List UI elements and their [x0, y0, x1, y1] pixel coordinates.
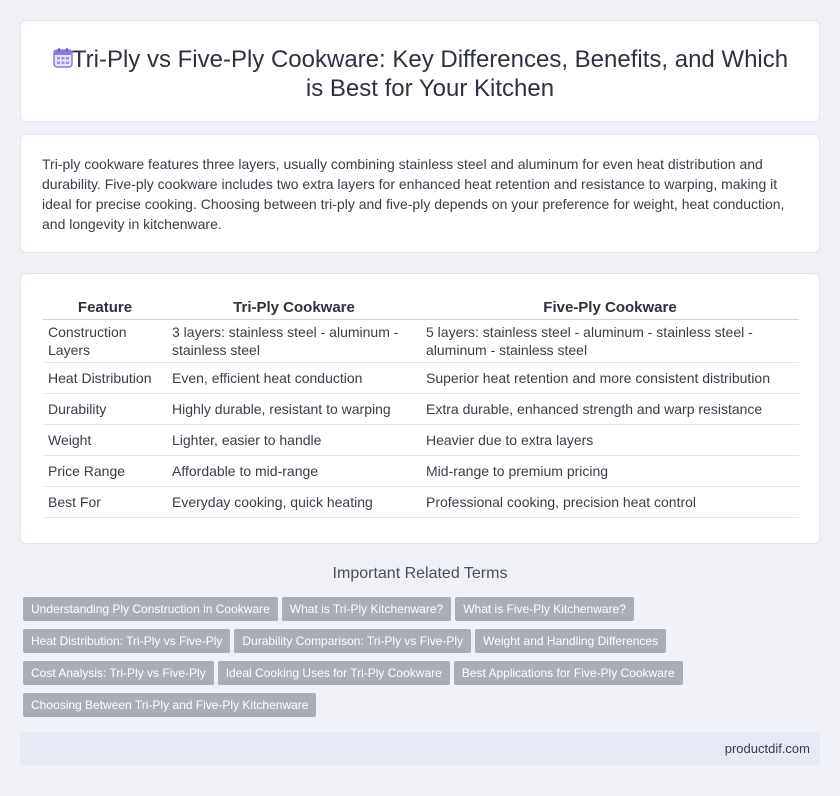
related-terms-list — [23, 597, 803, 725]
related-term-link[interactable]: Heat Distribution: Tri-Ply vs Five-Ply — [23, 629, 230, 653]
related-term-link[interactable]: Ideal Cooking Uses for Tri-Ply Cookware — [218, 661, 450, 685]
related-term-link[interactable]: Cost Analysis: Tri-Ply vs Five-Ply — [23, 661, 214, 685]
related-term-link[interactable]: Weight and Handling Differences — [475, 629, 666, 653]
related-term-link[interactable]: Understanding Ply Construction in Cookware — [23, 597, 278, 621]
table-cell: Even, efficient heat conduction — [167, 362, 421, 393]
table-cell: Mid-range to premium pricing — [421, 455, 799, 486]
table-cell: 5 layers: stainless steel - aluminum - stainless steel - aluminum - stainless steel — [421, 319, 799, 362]
page-title: Tri-Ply vs Five-Ply Cookware: Key Differences, Benefits, and Which is Best for Your Kitchen — [71, 46, 789, 102]
table-cell: Durability — [43, 393, 167, 424]
table-header-row — [43, 294, 799, 319]
related-term-link[interactable]: Best Applications for Five-Ply Cookware — [454, 661, 683, 685]
header-tri-ply: Tri-Ply Cookware — [167, 294, 421, 319]
table-cell: Affordable to mid-range — [167, 455, 421, 486]
footer — [20, 732, 820, 766]
table-cell: Heat Distribution — [43, 362, 167, 393]
header-feature: Feature — [43, 294, 167, 319]
table-cell: Extra durable, enhanced strength and warp resistance — [421, 393, 799, 424]
table-cell: Best For — [43, 486, 167, 517]
table-cell: Lighter, easier to handle — [167, 424, 421, 455]
table-cell: 3 layers: stainless steel - aluminum - stainless steel — [167, 319, 421, 362]
table-row — [43, 319, 799, 362]
table-row — [43, 486, 799, 517]
table-cell: Everyday cooking, quick heating — [167, 486, 421, 517]
table-cell: Construction Layers — [43, 319, 167, 362]
comparison-table — [43, 294, 799, 518]
related-term-link[interactable]: Durability Comparison: Tri-Ply vs Five-Ply — [234, 629, 471, 653]
table-cell: Weight — [43, 424, 167, 455]
table-row — [43, 362, 799, 393]
table-cell: Professional cooking, precision heat control — [421, 486, 799, 517]
intro-text: Tri-ply cookware features three layers, usually combining stainless steel and aluminum for even heat distribution and durability. Five-ply cookware includes two extra layers for enhanced heat retention and resistance to warping, making it ideal for precise cooking. Choosing between tri-ply and five-ply depends on your preference for weight, heat conduction, and longevity in kitchenware. — [42, 156, 785, 232]
related-terms-heading: Important Related Terms — [332, 565, 508, 582]
footer-site-link[interactable]: productdif.com — [724, 741, 810, 756]
table-cell: Price Range — [43, 455, 167, 486]
comparison-card — [20, 273, 820, 544]
table-row — [43, 424, 799, 455]
title-card — [20, 20, 820, 122]
related-term-link[interactable]: What is Tri-Ply Kitchenware? — [282, 597, 451, 621]
table-cell: Superior heat retention and more consistent distribution — [421, 362, 799, 393]
table-cell: Highly durable, resistant to warping — [167, 393, 421, 424]
related-term-link[interactable]: Choosing Between Tri-Ply and Five-Ply Kitchenware — [23, 693, 316, 717]
intro-card — [20, 134, 820, 253]
related-term-link[interactable]: What is Five-Ply Kitchenware? — [455, 597, 634, 621]
table-row — [43, 455, 799, 486]
header-five-ply: Five-Ply Cookware — [421, 294, 799, 319]
table-row — [43, 393, 799, 424]
table-cell: Heavier due to extra layers — [421, 424, 799, 455]
